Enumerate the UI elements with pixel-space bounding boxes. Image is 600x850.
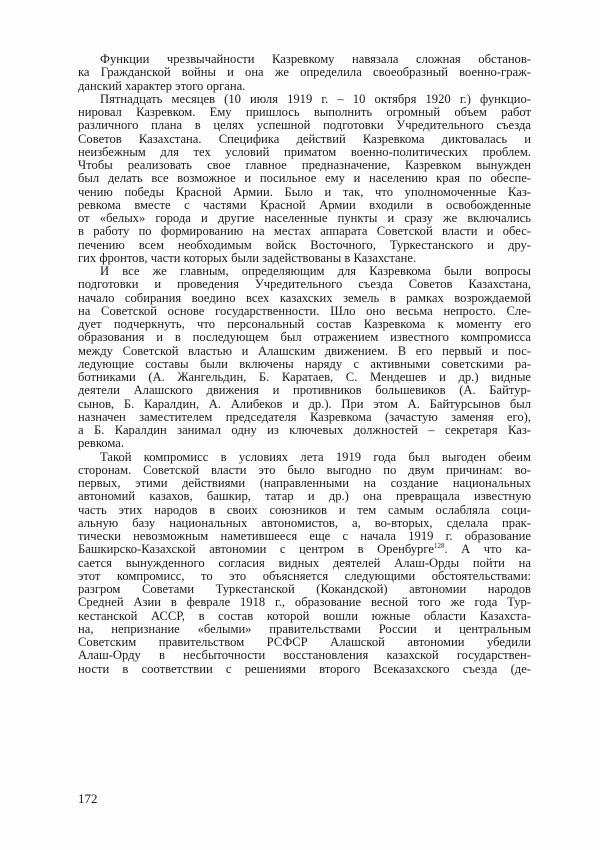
body-text (78, 53, 531, 676)
text-line: между Советской властью и Алашским движением. В его первый и пос- (78, 343, 531, 358)
text-line: был делать все возможное и посильное ему и населению края по обеспе- (78, 171, 531, 186)
text-line: ка Гражданской войны и она же определила своеобразный военно-граж- (78, 65, 531, 80)
text-line: сторонам. Советской власти это было выгодно по двум причинам: во- (78, 462, 531, 477)
paragraph (78, 451, 531, 676)
text-line: разгром Советами Туркестанской (Кокандской) автономии народов (78, 582, 531, 596)
text-line: на, непризнание «белыми» правительствами России и центральным (78, 621, 531, 636)
paragraph (78, 265, 531, 451)
text-line: неизбежным для тех условий приматом военно-политических проблем. (78, 144, 531, 159)
text-line: ботниками (А. Жангельдин, Б. Каратаев, С. Мендешев и др.) видные (78, 370, 531, 384)
text-line: в работу по формированию на местах аппарата Советской власти и обес- (78, 224, 531, 239)
text-line: данский характер этого органа. (78, 78, 246, 93)
text-line: гих фронтов, части которых были задействованы в Казахстане. (78, 250, 417, 265)
text-line: Такой компромисс в условиях лета 1919 года был выгоден обеим (100, 449, 531, 464)
text-line: Функции чрезвычайности Казревкому навязала сложная обстанов- (100, 52, 531, 66)
paragraph (78, 93, 531, 265)
page-number: 172 (78, 791, 98, 806)
text-line: подготовки и проведения Учредительного съезда Советов Казахстана, (78, 277, 531, 292)
text-line: различного плана в целях успешной подготовки Учредительного съезда (78, 118, 531, 133)
text-line: Алаш-Орду в несбыточности восстановления казахской государствен- (78, 648, 531, 663)
text-line: образования и в последующем был отражением известного компромисса (78, 330, 531, 345)
text-line: от «белых» города и другие населенные пункты и сразу же включались (78, 211, 531, 225)
text-line: ности в соответствии с решениями второго Всеказахского съезда (де- (78, 661, 531, 676)
text-line: Советов Казахстана. Специфика действий Казревкома диктовалась и (78, 131, 531, 146)
text-line: первых, этими действиями (направленными на создание национальных (78, 476, 531, 490)
text-line: Чтобы реализовать свое главное предназначение, Казревком вынужден (78, 158, 531, 172)
text-line: И все же главным, определяющим для Казревкома были вопросы (100, 264, 531, 278)
text-line: Средней Азии в феврале 1918 г., образование весной того же года Тур- (78, 595, 531, 610)
text-line: нировал Казревком. Ему пришлось выполнить огромный объем работ (78, 105, 531, 119)
text-line: этот компромисс, то это объясняется следующими обстоятельствами: (78, 568, 531, 583)
text-segment: . А что ка- (444, 542, 532, 557)
text-line: кестанской АССР, в состав которой вошли южные области Казахста- (78, 608, 531, 623)
text-line: часть этих народов в своих союзников и тем самым ослабляла соци- (78, 502, 531, 517)
text-line: ревкома. (78, 436, 124, 451)
text-line: сынов, Б. Каралдин, А. Алибеков и др.). При этом А. Байтурсынов был (78, 396, 531, 411)
text-line: начало собирания воедино всех казахских земель в рамках возрождаемой (78, 290, 531, 305)
text-line: тически невозможным наметившееся еще с начала 1919 г. образование (78, 529, 531, 543)
text-line: печению всем необходимым войск Восточного, Туркестанского и дру- (78, 237, 531, 252)
text-line: чению победы Красной Армии. Было и так, что уполномоченные Каз- (78, 184, 531, 199)
text-line-with-footnote (78, 543, 531, 556)
text-line: сается вынужденного согласия видных деятелей Алаш-Орды пойти на (78, 555, 531, 570)
paragraph (78, 53, 531, 93)
text-line: альную базу национальных автономистов, а, во-вторых, сделала прак- (78, 515, 531, 530)
text-line: Пятнадцать месяцев (10 июля 1919 г. – 10 октября 1920 г.) функцио- (100, 91, 531, 106)
text-line: ревкома вместе с частями Красной Армии входили в освобожденные (78, 197, 531, 212)
text-line: дует подчеркнуть, что персональный состав Казревкома к моменту его (78, 317, 531, 331)
text-line: деятели Алашского движения и противников большевиков (А. Байтур- (78, 383, 531, 398)
text-line: ледующие составы были включены наряду с активными советскими ра- (78, 356, 531, 371)
footnote-ref[interactable]: 128 (433, 542, 445, 551)
text-segment: Башкирско-Казахской автономии с центром в Оренбурге (78, 542, 434, 557)
text-line: на Советской основе государственности. Шло оно весьма непросто. Сле- (78, 303, 531, 318)
text-line: назначен заместителем председателя Казревкома (зачастую заменяя его), (78, 409, 531, 424)
text-line: а Б. Каралдин занимал одну из ключевых должностей – секретаря Каз- (78, 423, 531, 437)
text-line: автономий казахов, башкир, татар и др.) она превращала известную (78, 489, 531, 504)
text-line: Советским правительством РСФСР Алашской автономии убедили (78, 635, 531, 649)
